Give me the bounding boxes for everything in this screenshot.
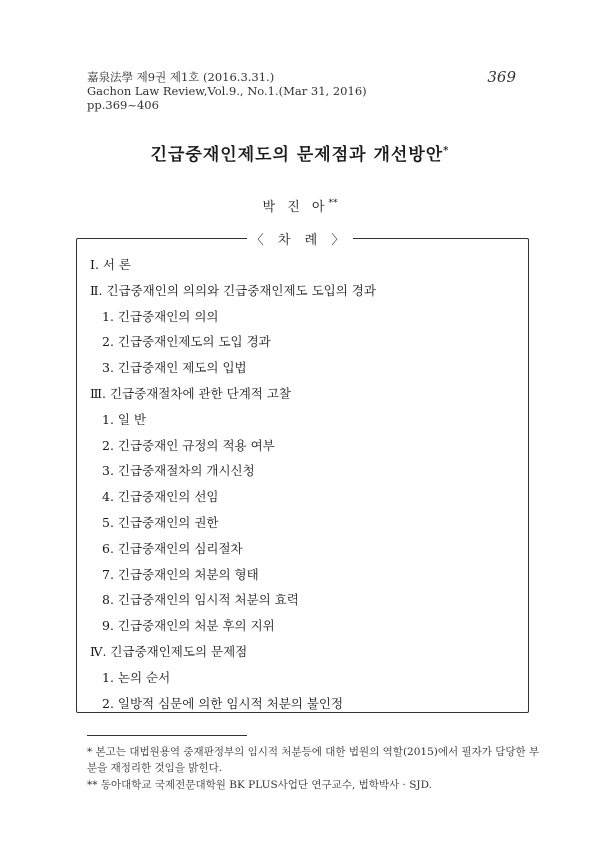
toc-item: 9. 긴급중재인의 처분 후의 지위 (102, 618, 275, 634)
table-of-contents (90, 252, 376, 716)
author-footnote-mark: ** (328, 198, 338, 209)
toc-item: 3. 긴급중재인 제도의 입법 (102, 360, 247, 376)
toc-item: 1. 일 반 (102, 411, 147, 427)
toc-item: 2. 긴급중재인제도의 도입 경과 (102, 334, 271, 350)
toc-item: Ⅳ. 긴급중재인제도의 문제점 (90, 643, 248, 659)
toc-item: 3. 긴급중재절차의 개시신청 (102, 463, 255, 479)
author (0, 196, 600, 215)
toc-item: 1. 논의 순서 (102, 669, 171, 685)
toc-item: Ⅰ. 서 론 (90, 257, 132, 272)
footnote-separator (87, 735, 247, 736)
page-number: 369 (487, 68, 516, 86)
toc-item: 5. 긴급중재인의 권한 (102, 514, 219, 530)
paper-title-text: 긴급중재인제도의 문제점과 개선방안 (150, 145, 444, 165)
toc-item: 2. 긴급중재인 규정의 적용 여부 (102, 437, 275, 453)
footnote-1: * 본고는 대법원용역 중재판정부의 임시적 처분등에 대한 법원의 역할(2015)에서 필자가 담당한 부분을 재정리한 것임을 밝힌다. (87, 746, 540, 774)
footnote-2: ** 동아대학교 국제전문대학원 BK PLUS사업단 연구교수, 법학박사 · SJD. (87, 779, 433, 791)
toc-item: 7. 긴급중재인의 처분의 형태 (102, 566, 259, 582)
title-footnote-mark: * (443, 145, 450, 157)
journal-header (87, 70, 367, 112)
toc-item: 4. 긴급중재인의 선임 (102, 489, 219, 505)
toc-item: 1. 긴급중재인의 의의 (102, 308, 219, 324)
toc-item: 8. 긴급중재인의 임시적 처분의 효력 (102, 592, 299, 608)
toc-item: Ⅲ. 긴급중재절차에 관한 단계적 고찰 (90, 385, 291, 401)
journal-title-english: Gachon Law Review,Vol.9., No.1.(Mar 31, 2016) (87, 84, 367, 98)
journal-pages: pp.369~406 (87, 98, 159, 112)
toc-item: Ⅱ. 긴급중재인의 의의와 긴급중재인제도 도입의 경과 (90, 282, 376, 298)
toc-item: 2. 일방적 심문에 의한 임시적 처분의 불인정 (102, 695, 344, 711)
toc-label-text: 차 례 (277, 233, 323, 248)
toc-item: 6. 긴급중재인의 심리절차 (102, 540, 243, 556)
journal-title-korean: 嘉泉法學 제9권 제1호 (2016.3.31.) (87, 70, 275, 84)
toc-label: 〈 차 례 〉 (0, 229, 600, 248)
paper-title (0, 140, 600, 165)
author-name: 박 진 아 (262, 200, 329, 215)
